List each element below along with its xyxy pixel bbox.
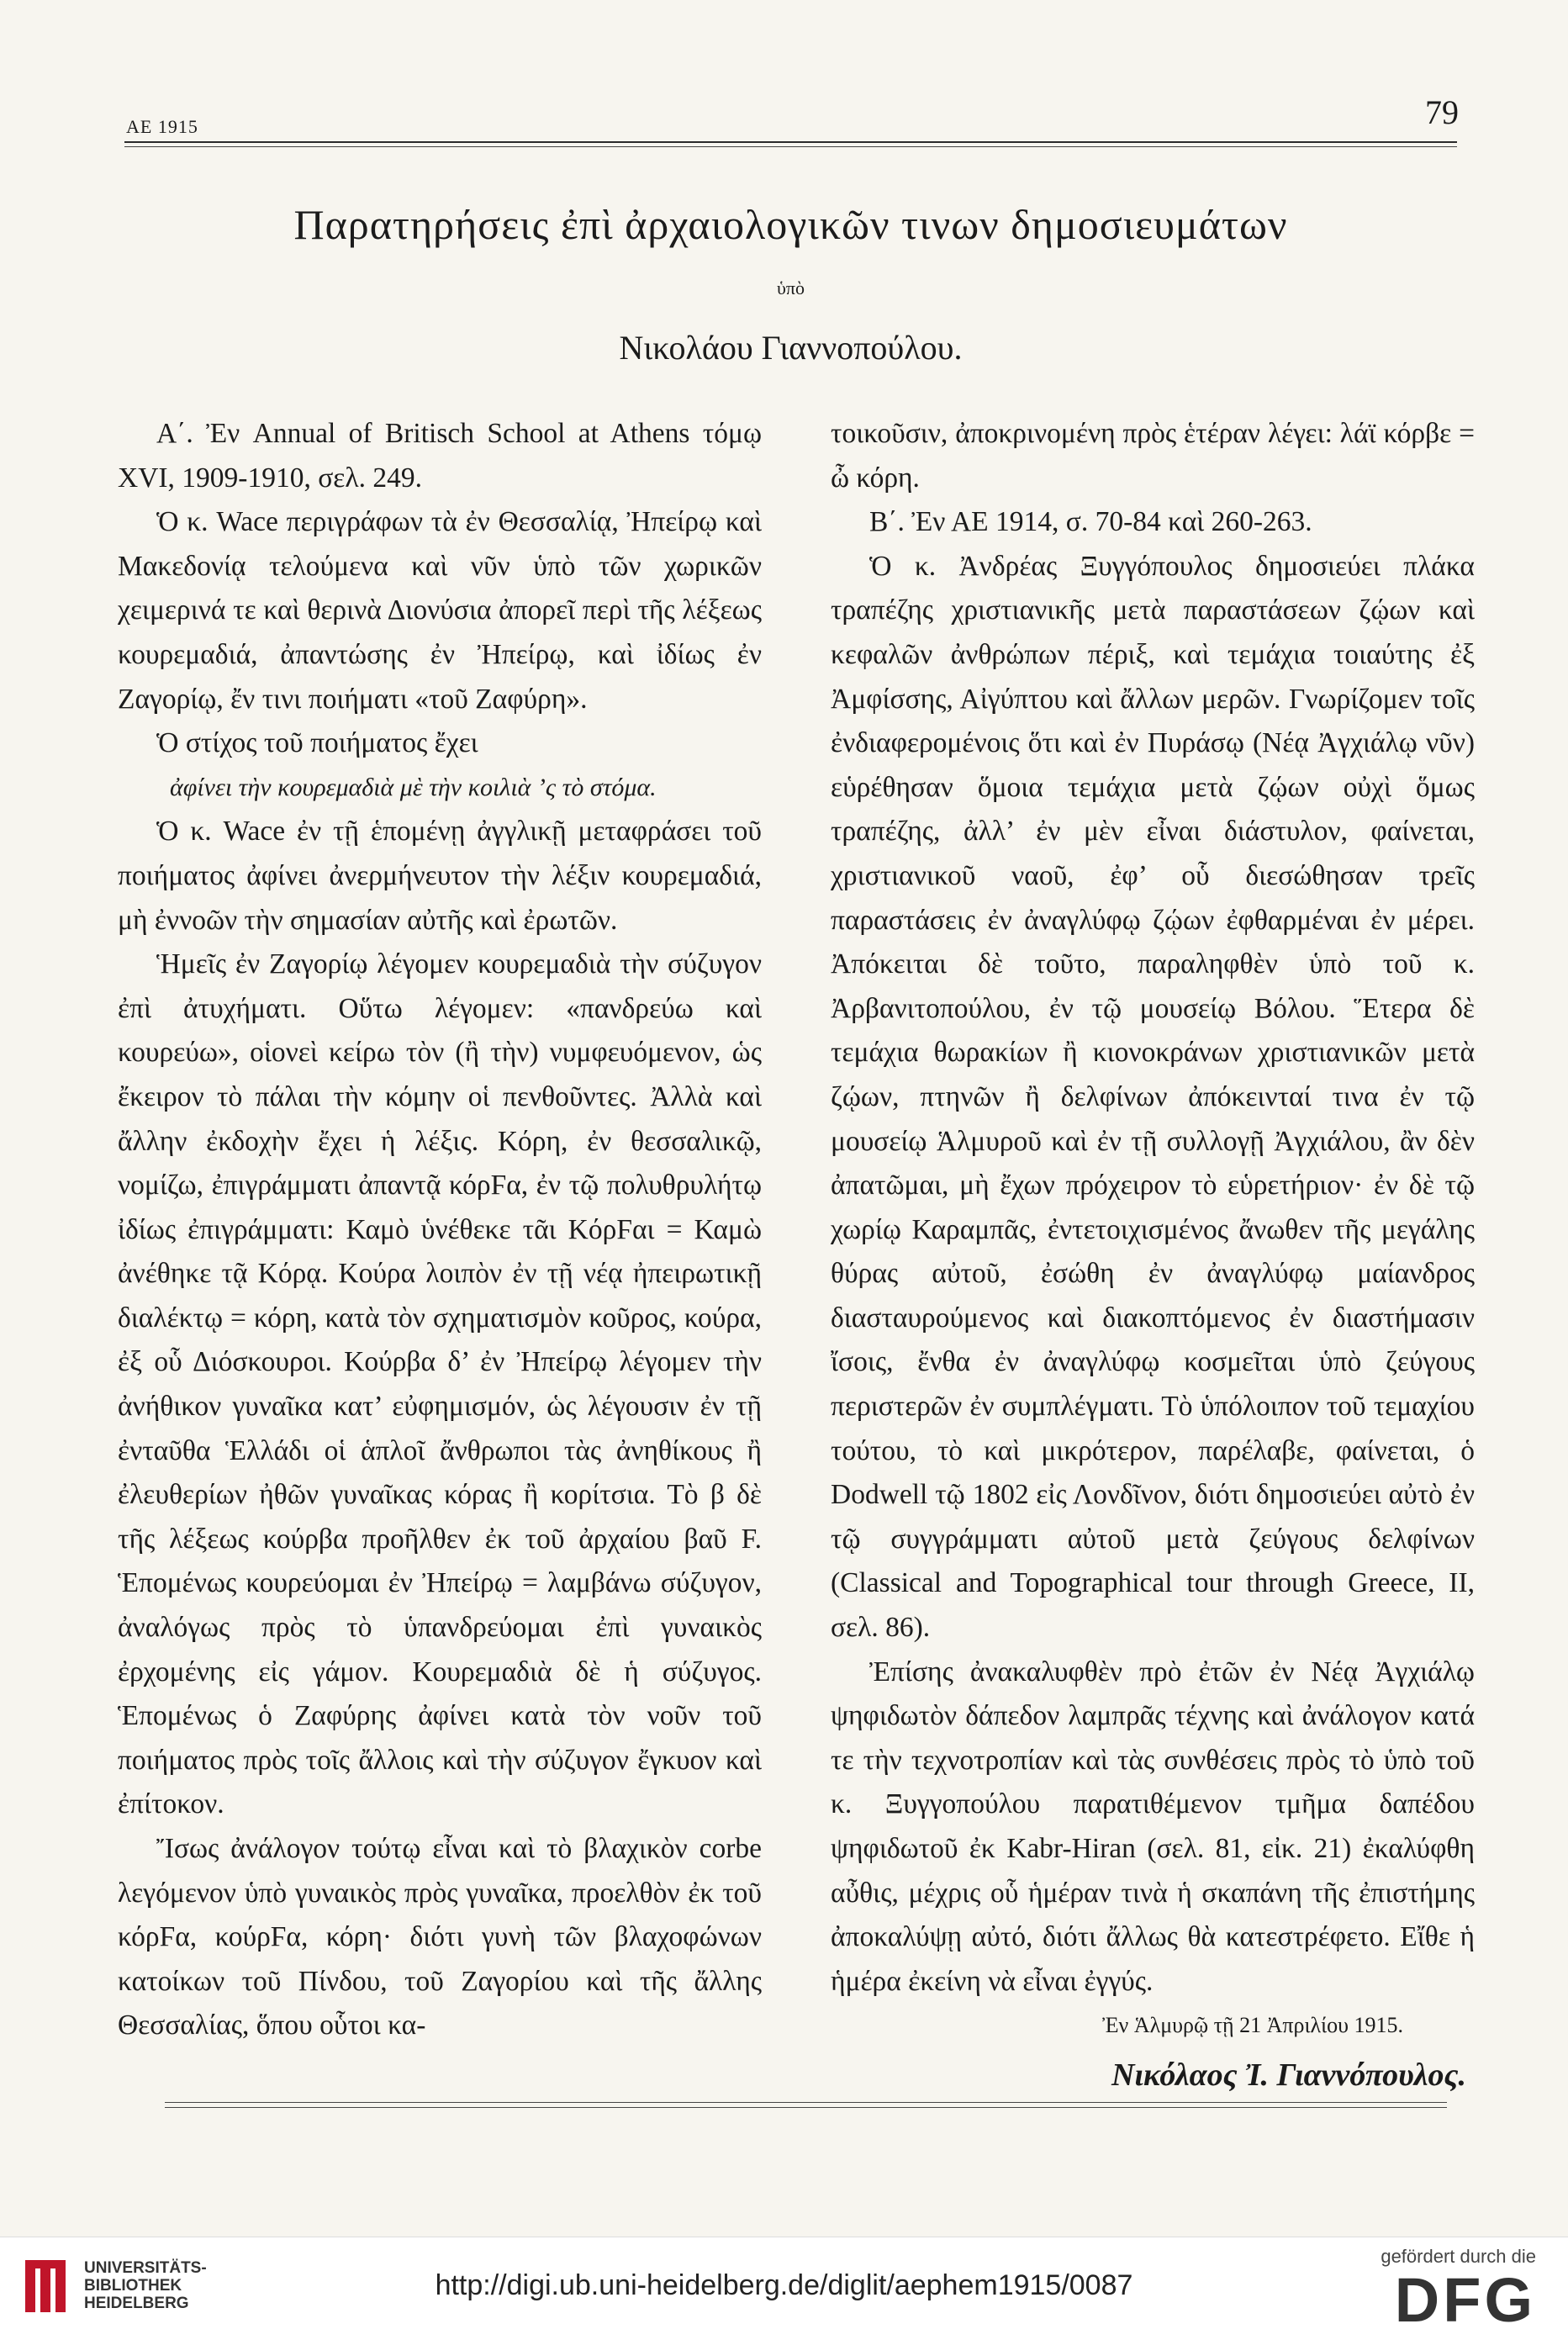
left-column	[118, 412, 762, 2048]
footer-rule	[165, 2102, 1447, 2103]
footer-rule-thin	[165, 2107, 1447, 2108]
closing-date: Ἐν Ἁλμυρῷ τῇ 21 Ἀπριλίου 1915.	[1102, 2013, 1403, 2038]
viewer-footer	[0, 2237, 1568, 2345]
article-by: ὑπὸ	[777, 277, 805, 298]
article-author: Νικολάου Γιαννοπούλου.	[619, 329, 963, 367]
paragraph: Ὁ κ. Ἀνδρέας Ξυγγόπουλος δημοσιεύει πλάκα τραπέζης χριστιανικῆς μετὰ παραστάσεων ζῴων καὶ κεφαλῶν ἀνθρώπων πέριξ, καὶ τεμάχια τοιαύτης ἐξ Ἀμφίσσης, Αἰγύπτου καὶ ἄλλων μερῶν. Γνωρίζομεν τοῖς ἐνδιαφερομένοις ὅτι καὶ ἐν Πυράσῳ (Νέᾳ Ἀγχιάλῳ νῦν) εὑρέθησαν ὅμοια τεμάχια μετὰ ζῴων οὐχὶ ὅμως τραπέζης, ἀλλ’ ἐν μὲν εἶναι διάστυλον, φαίνεται, χριστιανικοῦ ναοῦ, ἐφ’ οὗ διεσώθησαν τρεῖς παραστάσεις ἐν ἀναγλύφῳ ζῴων ἐφθαρμέναι ἐν μέρει. Ἀπόκειται δὲ τοῦτο, παραληφθὲν ὑπὸ τοῦ κ. Ἀρβανιτοπούλου, ἐν τῷ μουσείῳ Βόλου. Ἕτερα δὲ τεμάχια θωρακίων ἢ κιονοκράνων χριστιανικῶν μετὰ ζῴων, πτηνῶν ἢ δελφίνων ἀπόκεινταί τινα ἐν τῷ μουσείῳ Ἁλμυροῦ καὶ ἐν τῇ συλλογῇ Ἀγχιάλου, ἂν δὲν ἀπατῶμαι, μὴ ἔχων πρόχειρον τὸ εὑρετήριον· ἐν δὲ τῷ χωρίῳ Καραμπᾶς, ἐντετοιχισμένος ἄνωθεν τῆς μεγάλης θύρας αὐτοῦ, ἐσώθη ἐν ἀναγλύφῳ μαίανδρος διασταυρούμενος καὶ διακοπτόμενος ἐν διαστήμασιν ἴσοις, ἔνθα ἐν ἀναγλύφῳ κοσμεῖται ὑπὸ ζεύγους περιστερῶν ἐν συμπλέγματι. Τὸ ὑπόλοιπον τοῦ τεμαχίου τούτου, τὸ καὶ μικρότερον, παρέλαβε, φαίνεται, ὁ Dodwell τῷ 1802 εἰς Λονδῖνον, διότι δημοσιεύει αὐτὸ ἐν τῷ συγγράμματι αὐτοῦ μετὰ ζεύγους δελφίνων (Classical and Topographical tour through Greece, II, σελ. 86).	[831, 550, 1475, 1644]
author-signature: Νικόλαος Ἰ. Γιαννόπουλος.	[1111, 2057, 1466, 2093]
paragraph: Ὁ κ. Wace περιγράφων τὰ ἐν Θεσσαλίᾳ, Ἠπείρῳ καὶ Μακεδονίᾳ τελούμενα καὶ νῦν ὑπὸ τῶν χωρικῶν χειμερινά τε καὶ θερινὰ Διονύσια ἀπορεῖ περὶ τῆς λέξεως κουρεμαδιά, ἀπαντώσης ἐν Ἠπείρῳ, καὶ ἰδίως ἐν Ζαγορίῳ, ἔν τινι ποιήματι «τοῦ Ζαφύρη».	[118, 506, 762, 715]
funding-note: gefördert durch die	[1381, 2246, 1536, 2267]
verse-quote: ἀφίνει τὴν κουρεμαδιὰ μὲ τὴν κοιλιὰ ’ς τὸ στόμα.	[170, 773, 657, 801]
section-b-heading: Β΄. Ἐν ΑΕ 1914, σ. 70-84 καὶ 260-263.	[869, 506, 1312, 538]
running-title: ΑΕ 1915	[126, 116, 198, 137]
dfg-logo-text: DFG	[1394, 2265, 1536, 2335]
library-name: UNIVERSITÄTS- BIBLIOTHEK HEIDELBERG	[84, 2259, 207, 2312]
right-column	[831, 412, 1475, 2098]
funder-logo[interactable]	[1381, 2246, 1536, 2333]
header-rule	[124, 141, 1457, 143]
article-title: Παρατηρήσεις ἐπὶ ἀρχαιολογικῶν τινων δημοσιευμάτων	[293, 201, 1288, 248]
paragraph: Ἴσως ἀνάλογον τούτῳ εἶναι καὶ τὸ βλαχικὸν corbe λεγόμενον ὑπὸ γυναικὸς πρὸς γυναῖκα, προελθὸν ἐκ τοῦ κόρϜα, κούρϜα, κόρη· διότι γυνὴ τῶν βλαχοφώνων κατοίκων τοῦ Πίνδου, τοῦ Ζαγορίου καὶ τῆς ἄλλης Θεσσαλίας, ὅπου οὗτοι κα-	[118, 1833, 762, 2041]
paragraph: Ἡμεῖς ἐν Ζαγορίῳ λέγομεν κουρεμαδιὰ τὴν σύζυγον ἐπὶ ἀτυχήματι. Οὕτω λέγομεν: «πανδρεύω καὶ κουρεύω», οἱονεὶ κείρω τὸν (ἢ τὴν) νυμφευόμενον, ὡς ἔκειρον τὸ πάλαι τὴν κόμην οἱ πενθοῦντες. Ἀλλὰ καὶ ἄλλην ἐκδοχὴν ἔχει ἡ λέξις. Κόρη, ἐν θεσσαλικῷ, νομίζω, ἐπιγράμματι ἀπαντᾷ κόρϜα, ἐν τῷ πολυθρυλήτῳ ἰδίως ἐπιγράμματι: Καμὸ ὑνέθεκε τᾶι ΚόρϜαι = Καμὼ ἀνέθηκε τᾷ Κόρᾳ. Κούρα λοιπὸν ἐν τῇ νέᾳ ἠπειρωτικῇ διαλέκτῳ = κόρη, κατὰ τὸν σχηματισμὸν κοῦρος, κούρα, ἐξ οὗ Διόσκουροι. Κούρβα δ’ ἐν Ἠπείρῳ λέγομεν τὴν ἀνήθικον γυναῖκα κατ’ εὐφημισμόν, ὡς λέγουσιν ἐν τῇ ἐνταῦθα Ἑλλάδι οἱ ἁπλοῖ ἄνθρωποι τὰς ἀνηθίκους ἢ ἐλευθερίων ἠθῶν γυναῖκας κόρας ἢ κορίτσια. Τὸ β δὲ τῆς λέξεως κούρβα προῆλθεν ἐκ τοῦ ἀρχαίου βαῦ F. Ἑπομένως κουρεύομαι ἐν Ἠπείρῳ = λαμβάνω σύζυγον, ἀναλόγως πρὸς τὸ ὑπανδρεύομαι ἐπὶ γυναικὸς ἐρχομένης εἰς γάμον. Κουρεμαδιὰ δὲ ἡ σύζυγος. Ἑπομένως ὁ Ζαφύρης ἀφίνει κατὰ τὸν νοῦν τοῦ ποιήματος πρὸς τοῖς ἄλλοις καὶ τὴν σύζυγον ἔγκυον καὶ ἐπίτοκον.	[118, 948, 762, 1820]
paragraph: Ὁ κ. Wace ἐν τῇ ἑπομένῃ ἀγγλικῇ μεταφράσει τοῦ ποιήματος ἀφίνει ἀνερμήνευτον τὴν λέξιν κουρεμαδιά, μὴ ἐννοῶν τὴν σημασίαν αὐτῆς καὶ ἐρωτῶν.	[118, 816, 762, 936]
page-number: 79	[1425, 93, 1459, 131]
paragraph: Ἐπίσης ἀνακαλυφθὲν πρὸ ἐτῶν ἐν Νέᾳ Ἀγχιάλῳ ψηφιδωτὸν δάπεδον λαμπρᾶς τέχνης καὶ ἀνάλογον κατά τε τὴν τεχνοτροπίαν καὶ τὰς συνθέσεις πρὸς τὸ ὑπὸ τοῦ κ. Ξυγγοπούλου παρατιθέμενον τμῆμα δαπέδου ψηφιδωτοῦ ἐκ Kabr-Hiran (σελ. 81, εἰκ. 21) ἐκαλύφθη αὖθις, μέχρις οὗ ἡμέραν τινὰ ἡ σκαπάνη τῆς ἐπιστήμης ἀποκαλύψῃ αὐτό, διότι ἄλλως θὰ κατεστρέφετο. Εἴθε ἡ ἡμέρα ἐκείνη νὰ εἶναι ἐγγύς.	[831, 1656, 1475, 1997]
permalink-url[interactable]: http://digi.ub.uni-heidelberg.de/diglit/aephem1915/0087	[435, 2269, 1133, 2301]
header-rule-thin	[124, 146, 1457, 147]
paragraph-continuation: τοικοῦσιν, ἀποκρινομένη πρὸς ἑτέραν λέγει: λάϊ κόρβε = ὦ κόρη.	[831, 418, 1475, 494]
paragraph: Ὁ στίχος τοῦ ποιήματος ἔχει	[156, 727, 478, 759]
section-a-heading: Α΄. Ἐν Annual of Britisch School at Athens τόμῳ XVI, 1909-1910, σελ. 249.	[118, 418, 762, 494]
